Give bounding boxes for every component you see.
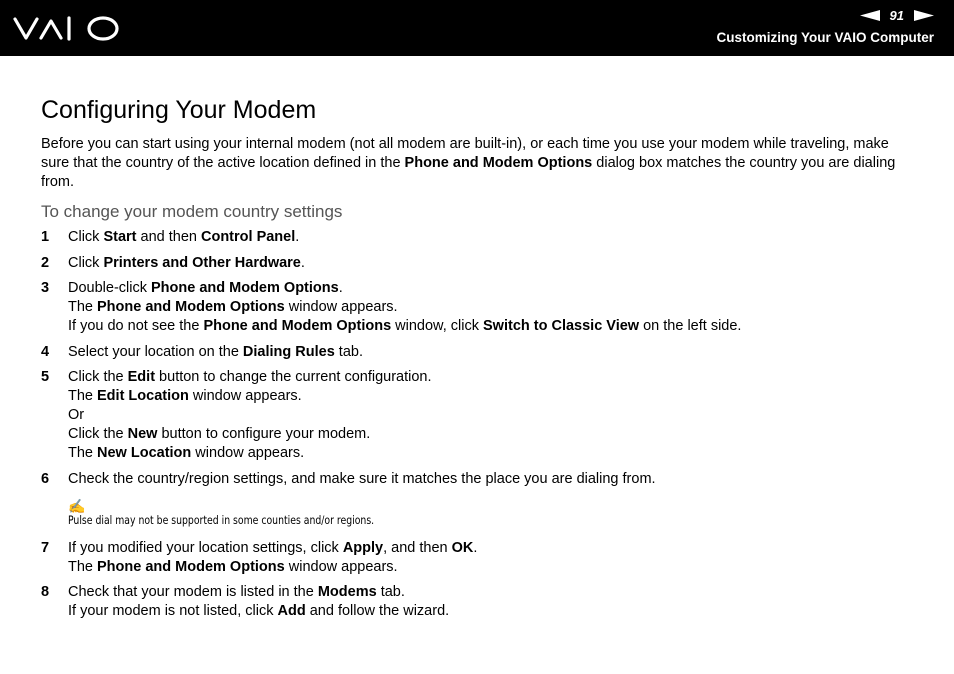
vaio-logo bbox=[13, 15, 121, 48]
step-line: Click the New button to configure your modem. bbox=[68, 426, 371, 442]
page-title: Configuring Your Modem bbox=[41, 96, 317, 124]
note-text: Pulse dial may not be supported in some counties and/or regions. bbox=[68, 512, 375, 527]
step-item bbox=[41, 228, 921, 247]
next-page-arrow-icon[interactable] bbox=[914, 10, 934, 21]
main-content bbox=[41, 95, 921, 628]
step-item bbox=[41, 470, 921, 489]
step-number: 1 bbox=[41, 229, 50, 245]
step-line: Check that your modem is listed in the Modems tab. bbox=[68, 584, 405, 600]
previous-page-arrow-icon[interactable] bbox=[860, 10, 880, 21]
step-text bbox=[68, 228, 299, 247]
step-line: Click Printers and Other Hardware. bbox=[68, 254, 305, 271]
page-header bbox=[0, 0, 954, 56]
procedure-heading: To change your modem country settings bbox=[41, 202, 343, 221]
step-text bbox=[68, 368, 432, 463]
steps-list bbox=[41, 228, 921, 621]
step-line: The New Location window appears. bbox=[68, 445, 305, 461]
step-number: 5 bbox=[41, 369, 50, 385]
step-item bbox=[41, 583, 921, 621]
step-line: If you do not see the Phone and Modem Options window, click Switch to Classic View on the left side. bbox=[68, 318, 742, 334]
step-item bbox=[41, 343, 921, 362]
step-line: If your modem is not listed, click Add and follow the wizard. bbox=[68, 603, 450, 619]
step-line: The Edit Location window appears. bbox=[68, 388, 302, 404]
step-line: Check the country/region settings, and make sure it matches the place you are dialing from. bbox=[68, 470, 656, 487]
intro-paragraph: Before you can start using your internal modem (not all modem are built-in), or each time you use your modem while traveling, make sure that the country of the active location defined in the Phone and Modem Options dialog box matches the country you are dialing from. bbox=[41, 136, 896, 190]
page-number: 91 bbox=[889, 7, 904, 23]
step-line: The Phone and Modem Options window appears. bbox=[68, 558, 398, 575]
step-number: 4 bbox=[41, 343, 50, 360]
pager bbox=[860, 6, 934, 24]
step-line: Or bbox=[68, 407, 85, 423]
step-item bbox=[41, 368, 921, 463]
step-number: 7 bbox=[41, 539, 50, 556]
step-text bbox=[68, 254, 305, 273]
step-line: Click the Edit button to change the current configuration. bbox=[68, 369, 432, 385]
step-item bbox=[41, 279, 921, 336]
step-number: 6 bbox=[41, 470, 50, 487]
step-line: Select your location on the Dialing Rules tab. bbox=[68, 343, 363, 360]
note bbox=[68, 499, 921, 527]
step-line: Double-click Phone and Modem Options. bbox=[68, 280, 343, 296]
pencil-note-icon: ✍ bbox=[68, 497, 86, 514]
step-number: 8 bbox=[41, 584, 50, 600]
step-number: 3 bbox=[41, 280, 50, 296]
step-item bbox=[41, 254, 921, 273]
step-text bbox=[68, 279, 741, 336]
step-line: Click Start and then Control Panel. bbox=[68, 229, 300, 245]
step-text bbox=[68, 583, 449, 621]
step-item bbox=[41, 539, 921, 577]
step-number: 2 bbox=[41, 254, 50, 271]
step-text bbox=[68, 343, 363, 362]
step-line: The Phone and Modem Options window appears. bbox=[68, 299, 398, 315]
section-title: Customizing Your VAIO Computer bbox=[716, 30, 934, 45]
step-line: If you modified your location settings, click Apply, and then OK. bbox=[68, 539, 478, 556]
step-text bbox=[68, 470, 656, 489]
step-text bbox=[68, 539, 477, 577]
